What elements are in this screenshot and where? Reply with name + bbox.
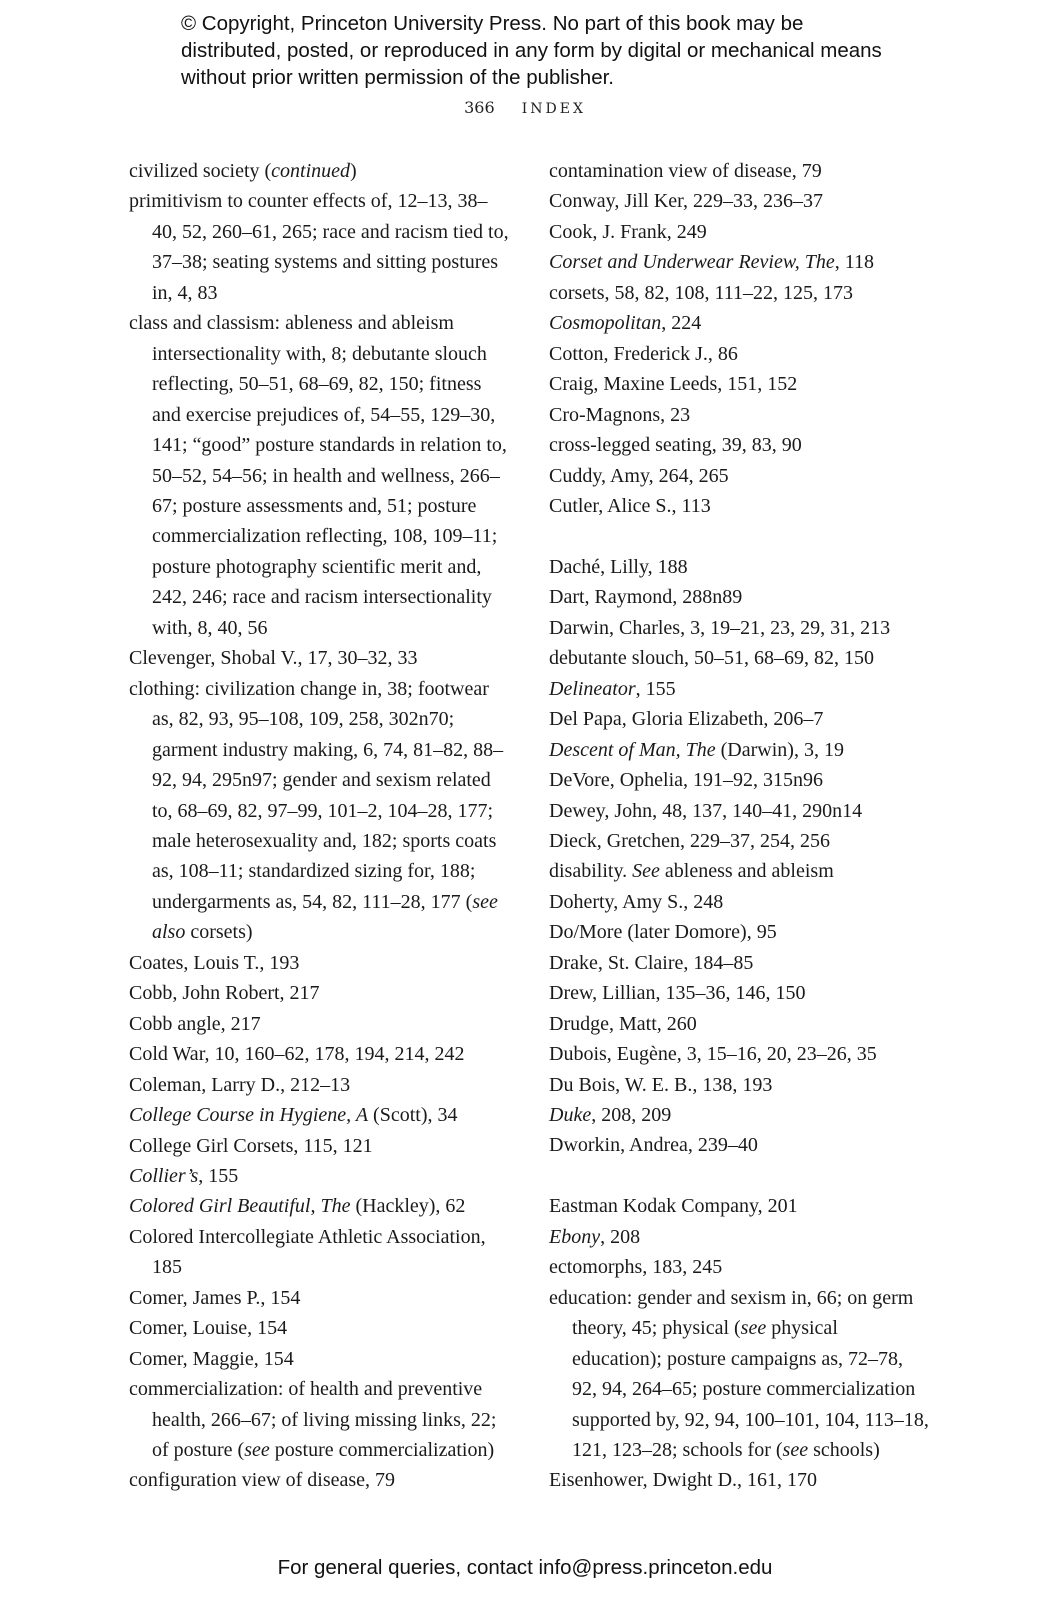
index-entry [129, 1283, 509, 1313]
entry-text: Cuddy, Amy, 264, 265 [549, 464, 729, 487]
index-entry [549, 704, 929, 734]
index-entry [129, 1131, 509, 1161]
entry-text: Descent of Man, The [549, 738, 716, 761]
entry-text: Dewey, John, 48, 137, 140–41, 290n14 [549, 799, 863, 822]
index-column-right [549, 156, 929, 1496]
index-entry [549, 339, 929, 369]
entry-text: Cobb, John Robert, 217 [129, 982, 320, 1005]
entry-text: Daché, Lilly, 188 [549, 555, 688, 578]
entry-text: , 208 [600, 1225, 641, 1248]
index-entry [549, 1130, 929, 1160]
entry-text: cross-legged seating, 39, 83, 90 [549, 434, 802, 457]
entry-text: Dworkin, Andrea, 239–40 [549, 1134, 758, 1157]
entry-text: Duke [549, 1104, 592, 1127]
index-entry [129, 1313, 509, 1343]
entry-text: Coates, Louis T., 193 [129, 951, 300, 974]
entry-text: Coleman, Larry D., 212–13 [129, 1073, 351, 1096]
entry-text: Comer, Maggie, 154 [129, 1347, 294, 1370]
entry-text: continued [271, 160, 351, 182]
entry-text: , 155 [635, 677, 676, 700]
entry-text: See [632, 860, 660, 883]
entry-text: Cook, J. Frank, 249 [549, 220, 707, 243]
entry-text: see [782, 1439, 809, 1461]
entry-text: civilized society ( [129, 160, 272, 182]
index-entry [549, 917, 929, 947]
entry-text: corsets) [185, 921, 253, 944]
index-entry [549, 582, 929, 612]
index-entry [549, 1465, 929, 1495]
entry-text: Colored Girl Beautiful, The [129, 1195, 351, 1218]
entry-text: debutante slouch, 50–51, 68–69, 82, 150 [549, 647, 874, 670]
index-entry [549, 400, 929, 430]
index-entry [549, 461, 929, 491]
index-entry [549, 948, 929, 978]
footer-contact: For general queries, contact info@press.princeton.edu [277, 1556, 773, 1579]
entry-text: ableness and ableism [659, 860, 834, 883]
index-entry [549, 308, 929, 338]
entry-text: disability. [549, 860, 633, 883]
entry-text: see [244, 1439, 270, 1462]
entry-text: Drake, St. Claire, 184–85 [549, 951, 754, 974]
entry-text: Del Papa, Gloria Elizabeth, 206–7 [549, 708, 824, 731]
entry-text: Dart, Raymond, 288n89 [549, 586, 743, 609]
entry-text: clothing: civilization change in, 38; footwear as, 82, 93, 95–108, 109, 258, 302n70; garment industry making, 6, 74, 81–82, 88–92, 94, 295n97; gender and sexism related to, 68–69, 82, 97–99, 101–2, 104–28, 177; male heterosexuality and, 182; sports coats as, 108–11; standardized sizing for, 188; undergarments as, 54, 82, 111–28, 177 ( [129, 677, 504, 913]
entry-text: Collier’s [129, 1164, 199, 1187]
index-entry [129, 1344, 509, 1374]
entry-text: Cold War, 10, 160–62, 178, 194, 214, 242 [129, 1043, 465, 1066]
entry-text: ectomorphs, 183, 245 [549, 1256, 723, 1279]
entry-text: Drudge, Matt, 260 [549, 1012, 697, 1035]
entry-text: see [740, 1317, 767, 1340]
index-entry [549, 1252, 929, 1282]
index-entry [549, 826, 929, 856]
index-entry [549, 1222, 929, 1252]
copyright-notice: © Copyright, Princeton University Press. No part of this book may be distributed, posted, or reproduced in any form by digital or mechanical means without prior written permission of the publisher. [181, 12, 882, 89]
index-entry [129, 1161, 509, 1191]
index-entry [129, 1100, 509, 1130]
entry-text: class and classism: ableness and ableism intersectionality with, 8; debutante slouch reflecting, 50–51, 68–69, 82, 150; fitness and exercise prejudices of, 54–55, 129–30, 141; “good” posture standards in relation to, 50–52, 54–56; in health and wellness, 266–67; posture assessments and, 51; posture commercialization reflecting, 108, 109–11; posture photography scientific merit and, 242, 246; race and racism intersectionality with, 8, 40, 56 [129, 312, 507, 639]
entry-text: primitivism to counter effects of, 12–13, 38–40, 52, 260–61, 265; race and racism tied to, 37–38; seating systems and sitting postures in, 4, 83 [129, 190, 509, 304]
entry-text: (Hackley), 62 [350, 1195, 466, 1218]
entry-text: (Scott), 34 [368, 1104, 458, 1127]
entry-text: posture commercialization) [269, 1439, 495, 1462]
entry-text: Comer, James P., 154 [129, 1286, 301, 1309]
index-entry [549, 1070, 929, 1100]
index-entry [129, 308, 509, 643]
section-title: INDEX [521, 101, 586, 117]
entry-text: Ebony [549, 1225, 601, 1248]
index-entry [129, 1465, 509, 1495]
entry-text: DeVore, Ophelia, 191–92, 315n96 [549, 769, 824, 792]
index-entry [129, 156, 509, 186]
index-entry [549, 887, 929, 917]
entry-text: Dubois, Eugène, 3, 15–16, 20, 23–26, 35 [549, 1043, 877, 1066]
index-entry [129, 978, 509, 1008]
index-entry [549, 674, 929, 704]
index-entry [549, 217, 929, 247]
entry-text: Eastman Kodak Company, 201 [549, 1195, 798, 1218]
entry-text: education: gender and sexism in, 66; on germ theory, 45; physical ( [549, 1286, 914, 1340]
index-entry [129, 1039, 509, 1069]
entry-text: Cro-Magnons, 23 [549, 403, 691, 426]
entry-text: College Girl Corsets, 115, 121 [129, 1134, 373, 1157]
entry-text: see also [152, 890, 498, 944]
entry-text: Cobb angle, 217 [129, 1012, 261, 1035]
entry-text: Cutler, Alice S., 113 [549, 494, 711, 517]
index-entry [549, 613, 929, 643]
entry-text: schools) [808, 1439, 880, 1461]
entry-text: Conway, Jill Ker, 229–33, 236–37 [549, 190, 823, 213]
entry-text: configuration view of disease, 79 [129, 1469, 396, 1492]
index-entry [549, 1283, 929, 1466]
index-entry [549, 1039, 929, 1069]
index-entry [549, 796, 929, 826]
entry-text: Drew, Lillian, 135–36, 146, 150 [549, 982, 806, 1005]
entry-text: contamination view of disease, 79 [549, 160, 822, 182]
index-entry [549, 430, 929, 460]
index-entry [129, 1191, 509, 1221]
entry-text: Craig, Maxine Leeds, 151, 152 [549, 373, 798, 396]
index-entry [549, 978, 929, 1008]
entry-text: Du Bois, W. E. B., 138, 193 [549, 1073, 773, 1096]
entry-text: Doherty, Amy S., 248 [549, 890, 724, 913]
entry-text: Cotton, Frederick J., 86 [549, 342, 738, 365]
entry-text: Comer, Louise, 154 [129, 1317, 288, 1340]
entry-text: Eisenhower, Dwight D., 161, 170 [549, 1469, 818, 1492]
entry-text: Delineator [549, 677, 636, 700]
page-number: 366 [464, 98, 495, 117]
index-entry [549, 1191, 929, 1221]
index-column-left [129, 156, 509, 1496]
entry-text: Colored Intercollegiate Athletic Association, 185 [129, 1225, 486, 1279]
index-entry [549, 552, 929, 582]
index-entry [129, 948, 509, 978]
index-subentry [129, 186, 509, 308]
index-entry [549, 369, 929, 399]
index-entry [549, 156, 929, 186]
entry-text: Cosmopolitan [549, 312, 662, 335]
entry-text: Dieck, Gretchen, 229–37, 254, 256 [549, 829, 831, 852]
entry-text: , 118 [834, 251, 874, 274]
entry-text: Clevenger, Shobal V., 17, 30–32, 33 [129, 647, 418, 670]
index-entry [129, 674, 509, 948]
entry-text: physical education); posture campaigns as, 72–78, 92, 94, 264–65; posture commercialization supported by, 92, 94, 100–101, 104, 113–18, 121, 123–28; schools for ( [572, 1317, 929, 1461]
index-entry [129, 1070, 509, 1100]
index-entry [549, 247, 929, 277]
index-entry [129, 1009, 509, 1039]
index-entry [129, 643, 509, 673]
index-entry [549, 1100, 929, 1130]
index-entry [549, 1009, 929, 1039]
entry-text: Do/More (later Domore), 95 [549, 921, 777, 944]
index-entry [549, 278, 929, 308]
index-entry [549, 765, 929, 795]
index-entry [549, 491, 929, 521]
index-entry [129, 1374, 509, 1465]
entry-text: ) [350, 160, 357, 182]
entry-text: Corset and Underwear Review, The [549, 251, 835, 274]
entry-text: , 208, 209 [591, 1104, 672, 1127]
entry-text: , 155 [198, 1164, 239, 1187]
entry-text: corsets, 58, 82, 108, 111–22, 125, 173 [549, 281, 854, 304]
entry-text: , 224 [661, 312, 702, 335]
entry-text: commercialization: of health and preventive health, 266–67; of living missing links, 22; of posture ( [129, 1378, 497, 1462]
entry-text: College Course in Hygiene, A [129, 1104, 369, 1127]
index-entry [549, 856, 929, 886]
entry-text: (Darwin), 3, 19 [715, 738, 844, 761]
index-entry [549, 186, 929, 216]
entry-text: Darwin, Charles, 3, 19–21, 23, 29, 31, 213 [549, 616, 891, 639]
index-entry [549, 735, 929, 765]
index-entry [549, 643, 929, 673]
running-head [0, 98, 1050, 117]
index-entry [129, 1222, 509, 1283]
